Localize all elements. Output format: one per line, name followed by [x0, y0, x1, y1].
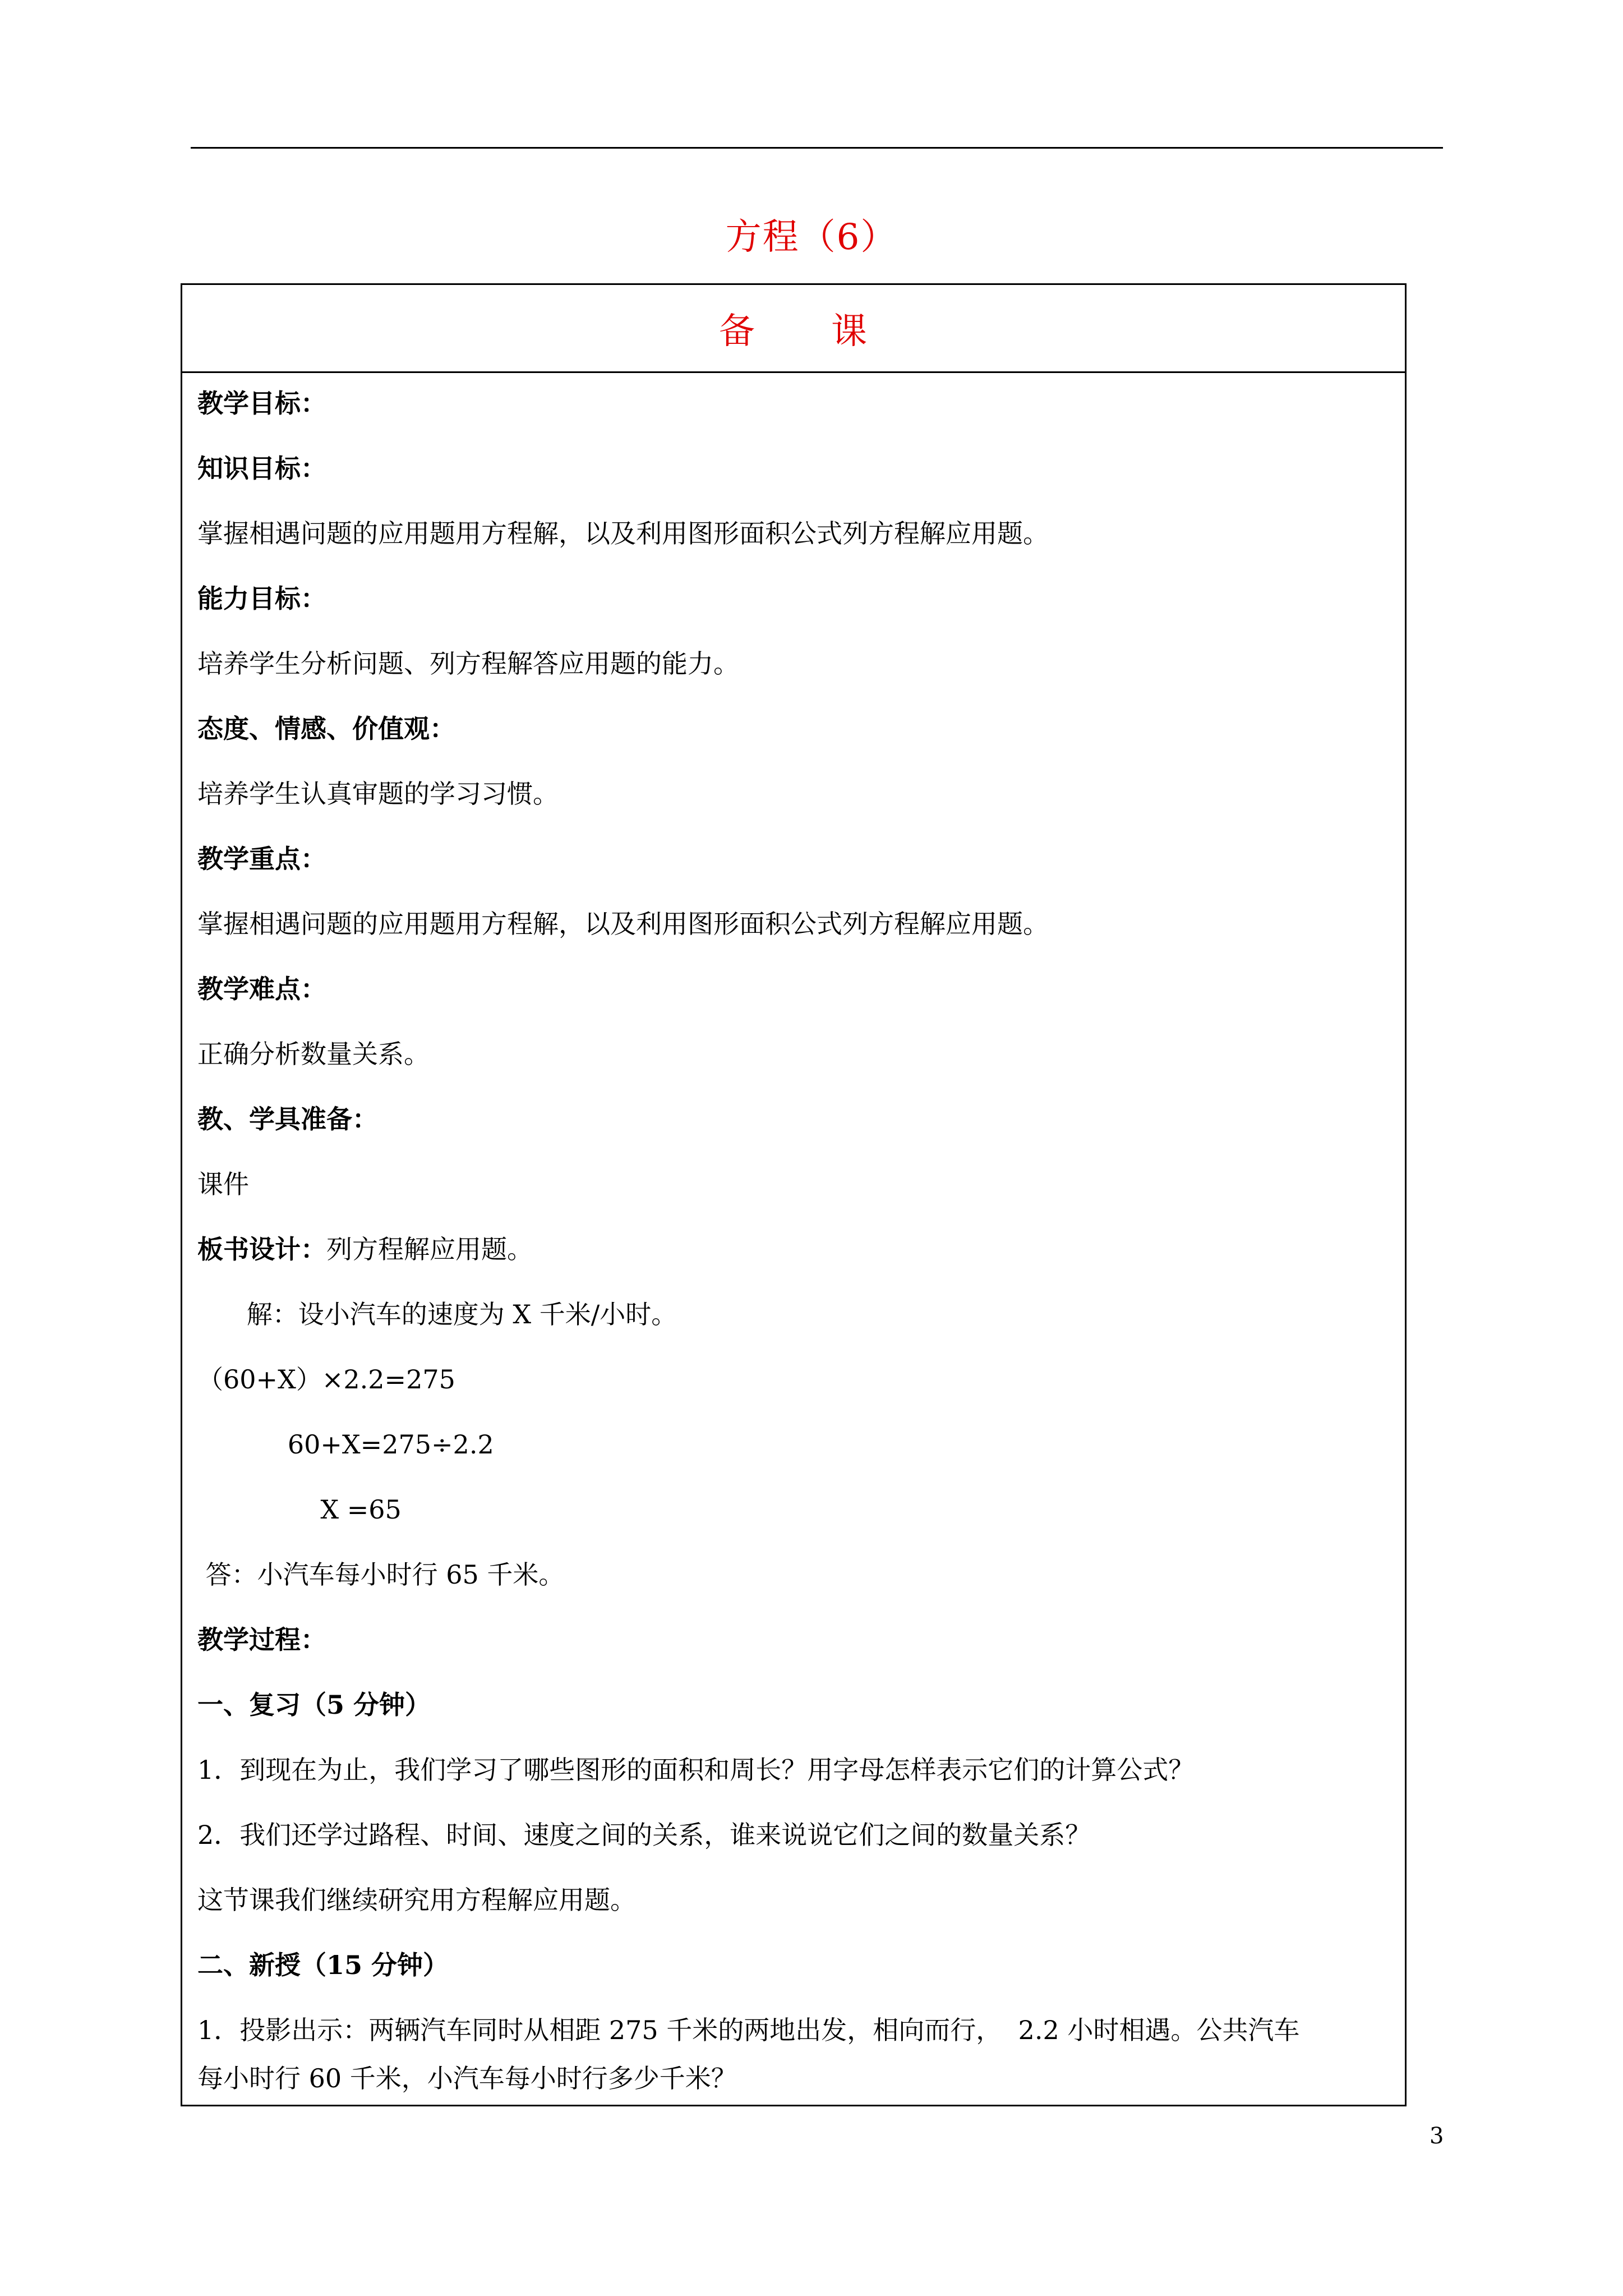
line-review-transition: 这节课我们继续研究用方程解应用题。 [197, 1885, 636, 1915]
line-new-lesson-heading: 二、新授（15 分钟） [197, 1950, 449, 1980]
board-design-text: 列方程解应用题。 [326, 1234, 533, 1264]
line-difficulties: 教学难点： [197, 974, 326, 1004]
line-key-points: 教学重点： [197, 844, 326, 874]
line-attitude-content: 培养学生认真审题的学习习惯。 [197, 779, 559, 809]
line-materials-content: 课件 [197, 1169, 249, 1199]
line-difficulties-content: 正确分析数量关系。 [197, 1039, 430, 1069]
line-equation-1: （60+X）×2.2=275 [197, 1364, 455, 1395]
line-knowledge-goals: 知识目标： [197, 453, 326, 484]
document-title: 方程（6） [725, 217, 898, 258]
line-review-item-1: 1．到现在为止，我们学习了哪些图形的面积和周长？用字母怎样表示它们的计算公式？ [197, 1755, 1195, 1785]
line-attitude-goals: 态度、情感、价值观： [197, 714, 455, 744]
line-ability-content: 培养学生分析问题、列方程解答应用题的能力。 [197, 648, 739, 679]
line-solution-setup: 解：设小汽车的速度为 X 千米/小时。 [197, 1299, 677, 1329]
table-header-label: 备 课 [718, 311, 869, 352]
line-teaching-goals: 教学目标： [197, 388, 326, 418]
line-materials: 教、学具准备： [197, 1104, 378, 1134]
line-answer: 答：小汽车每小时行 65 千米。 [197, 1559, 565, 1590]
line-new-lesson-item-1: 1．投影出示：两辆汽车同时从相距 275 千米的两地出发，相向而行， 2.2 小时相遇。公共汽车 [197, 2015, 1300, 2045]
line-ability-goals: 能力目标： [197, 583, 326, 614]
line-new-lesson-item-1-cont: 每小时行 60 千米，小汽车每小时行多少千米？ [197, 2063, 737, 2093]
line-review-item-2: 2．我们还学过路程、时间、速度之间的关系，谁来说说它们之间的数量关系？ [197, 1820, 1091, 1850]
line-review-heading: 一、复习（5 分钟） [197, 1690, 431, 1720]
line-key-points-content: 掌握相遇问题的应用题用方程解，以及利用图形面积公式列方程解应用题。 [197, 909, 1049, 939]
board-design-label: 板书设计： [197, 1234, 326, 1264]
line-board-design [197, 1232, 533, 1266]
line-equation-2: 60+X=275÷2.2 [197, 1429, 494, 1460]
page-number: 3 [1430, 2123, 1444, 2149]
line-equation-3: X =65 [197, 1494, 402, 1525]
line-teaching-process: 教学过程： [197, 1625, 326, 1655]
table-header-cell [182, 285, 1405, 373]
line-knowledge-content: 掌握相遇问题的应用题用方程解，以及利用图形面积公式列方程解应用题。 [197, 518, 1049, 549]
header-rule [191, 147, 1443, 149]
